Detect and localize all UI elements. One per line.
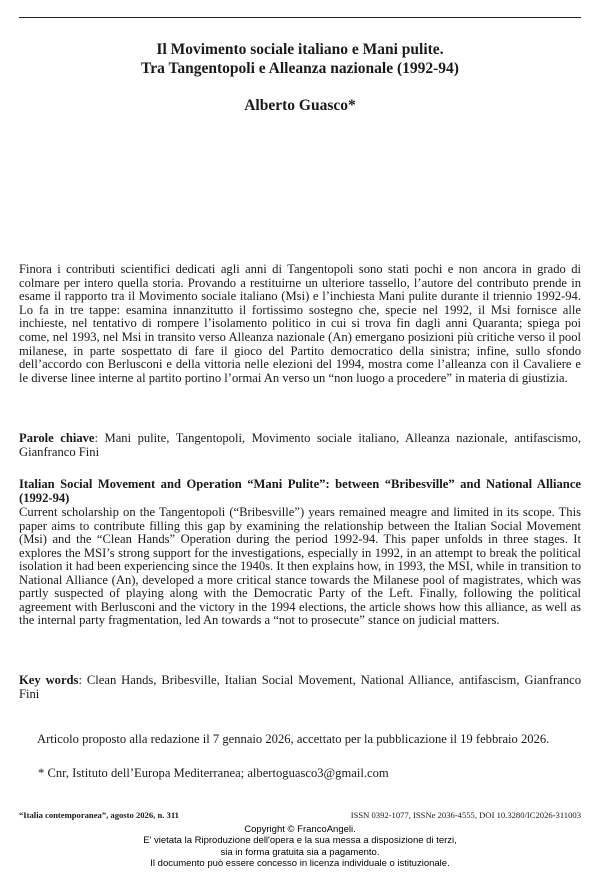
keywords-english-text: : Clean Hands, Bribesville, Italian Social Movement, National Alliance, antifascism, Gianfranco Fini xyxy=(19,673,582,701)
abstract-english: Current scholarship on the Tangentopoli (“Bribesville”) years remained meagre and limited in its scope. This paper aims to contribute filling this gap by examining the relationship between the Italian Social Movement (Msi) and the “Clean Hands” Operation during the period 1992-94. This paper unfolds in three stages. It explores the MSI’s strong support for the investigations, especially in 1992, in an attempt to break the political isolation it had been experiencing since the 1940s. It then explains how, in 1993, the MSI, while in transition to National Alliance (An), developed a more critical stance towards the Milanese pool of magistrates, which was partly suspected of playing along with the Democratic Party of the Left. Finally, following the political agreement with Berlusconi and the victory in the 1994 elections, the article shows how this alliance, as well as the internal party fragmentation, led An towards a “not to prosecute” stance on judicial matters. xyxy=(19,505,581,627)
page-footer xyxy=(19,810,581,821)
submission-note: Articolo proposto alla redazione il 7 gennaio 2026, accettato per la pubblicazione il 19 febbraio 2026. xyxy=(37,732,550,746)
keywords-italian-label: Parole chiave xyxy=(19,431,95,445)
keywords-english-label: Key words xyxy=(19,673,79,687)
top-rule xyxy=(19,17,581,18)
journal-citation: “Italia contemporanea”, agosto 2026, n. 311 xyxy=(19,810,179,820)
copyright-line-1: Copyright © FrancoAngeli. xyxy=(244,824,356,835)
issn-doi: ISSN 0392-1077, ISSNe 2036-4555, DOI 10.3280/IC2026-311003 xyxy=(350,810,581,820)
abstract-italian: Finora i contributi scientifici dedicati agli anni di Tangentopoli sono stati pochi e non ancora in grado di colmare per intero quella storia. Provando a restituirne un ulteriore tassello, l’autore del contributo prende in esame il rapporto tra il Movimento sociale italiano (Msi) e l’inchiesta Mani pulite durante il triennio 1992-94. Lo fa in tre tappe: esamina innanzitutto il fortissimo sostegno che, specie nel 1992, il Msi fornisce alle inchieste, nel tentativo di rompere l’isolamento politico in cui si trova fin dagli anni Quaranta; spiega poi come, nel 1993, nel Msi in transito verso Alleanza nazionale (An) emergano posizioni più critiche verso il pool milanese, in parte sospettato di fare il gioco del Partito democratico della sinistra; infine, sullo sfondo dell’accordo con Berlusconi e della vittoria nelle elezioni del 1994, mostra come l’alleanza con il Cavaliere e le diverse linee interne al partito portino l’ormai An verso un “non luogo a procedere” in materia di giustizia. xyxy=(19,262,581,385)
copyright-line-2: E' vietata la Riproduzione dell'opera e la sua messa a disposizione di terzi, xyxy=(143,835,457,847)
copyright-notice xyxy=(0,824,600,870)
article-title-line-2: Tra Tangentopoli e Alleanza nazionale (1992-94) xyxy=(141,60,459,77)
keywords-italian-text: : Mani pulite, Tangentopoli, Movimento sociale italiano, Alleanza nazionale, antifascismo, Gianfranco Fini xyxy=(19,431,581,459)
author-affiliation: * Cnr, Istituto dell’Europa Mediterranea; albertoguasco3@gmail.com xyxy=(38,766,389,780)
keywords-italian xyxy=(19,432,581,459)
english-title: Italian Social Movement and Operation “Mani Pulite”: between “Bribesville” and National Alliance (1992-94) xyxy=(19,477,581,505)
keywords-english xyxy=(19,674,581,701)
copyright-line-4: Il documento può essere concesso in licenza individuale o istituzionale. xyxy=(150,858,450,870)
author-name: Alberto Guasco* xyxy=(244,97,356,114)
article-title-line-1: Il Movimento sociale italiano e Mani pulite. xyxy=(156,41,444,58)
copyright-line-3: sia in forma gratuita sia a pagamento. xyxy=(220,846,380,858)
article-title xyxy=(40,40,560,78)
